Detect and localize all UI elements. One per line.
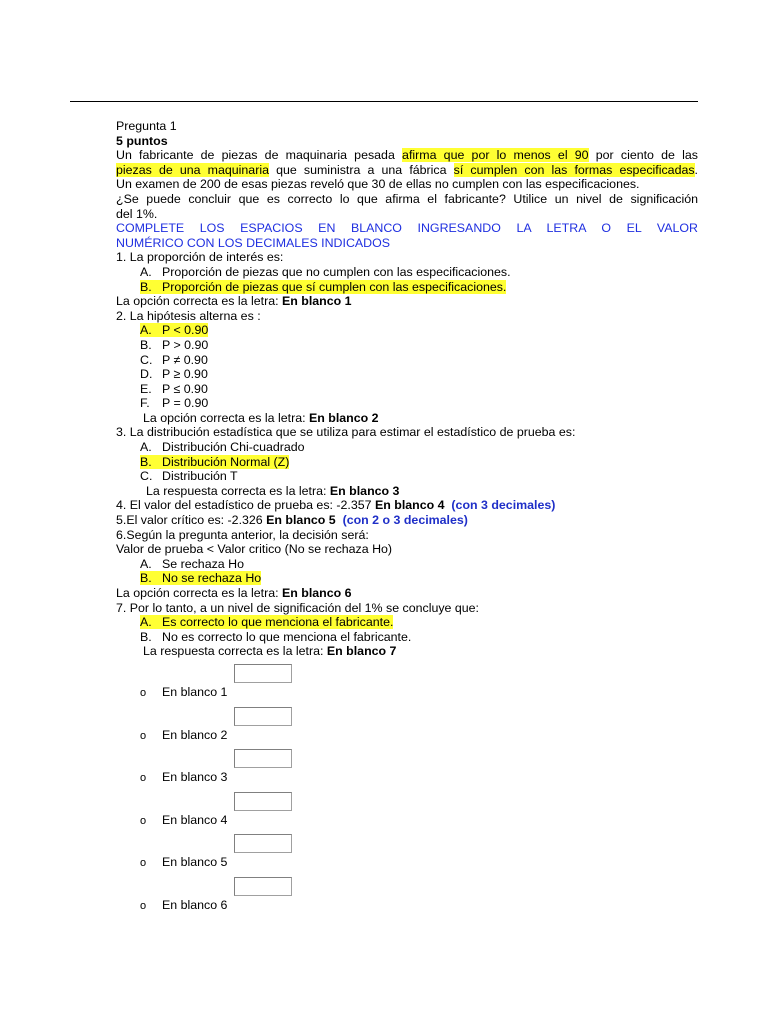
stem-line-5: del 1%. bbox=[116, 206, 158, 221]
bullet: o bbox=[140, 899, 147, 912]
item-3-answer: La respuesta correcta es la letra: En blanco 3 bbox=[146, 483, 400, 498]
blank-row-6 bbox=[116, 877, 698, 920]
item-1-option-a: A. Proporción de piezas que no cumplen con las especificaciones. bbox=[140, 264, 511, 279]
blank-4-input[interactable] bbox=[234, 792, 292, 811]
blank-row-4 bbox=[116, 792, 698, 835]
item-6-option-b: B. No se rechaza Ho bbox=[140, 571, 262, 586]
blank-row-2 bbox=[116, 707, 698, 750]
item-2-option-c: C. P ≠ 0.90 bbox=[140, 352, 208, 367]
blank-1-label: En blanco 1 bbox=[162, 684, 228, 699]
instruction-line-1: COMPLETE LOS ESPACIOS EN BLANCO INGRESANDO LA LETRA O EL VALOR bbox=[116, 221, 698, 236]
blank-6-input[interactable] bbox=[234, 877, 292, 896]
blank-2-input[interactable] bbox=[234, 707, 292, 726]
item-2-title: 2. La hipótesis alterna es : bbox=[116, 308, 261, 323]
item-2-option-a: A. P < 0.90 bbox=[140, 323, 209, 338]
item-2-option-b: B. P > 0.90 bbox=[140, 337, 209, 352]
item-3-option-c: C. Distribución T bbox=[140, 469, 238, 484]
blank-3-input[interactable] bbox=[234, 749, 292, 768]
quiz-document bbox=[116, 119, 698, 920]
item-7-option-a: A. Es correcto lo que menciona el fabricante. bbox=[140, 615, 394, 630]
stem-line-1: Un fabricante de piezas de maquinaria pesada afirma que por lo menos el 90 por ciento de las bbox=[116, 148, 698, 163]
item-2-option-d: D. P ≥ 0.90 bbox=[140, 367, 208, 382]
bullet: o bbox=[140, 857, 147, 870]
item-4: 4. El valor del estadístico de prueba es: -2.357 En blanco 4 (con 3 decimales) bbox=[116, 498, 556, 513]
bullet: o bbox=[140, 686, 147, 699]
item-2-answer: La opción correcta es la letra: En blanco 2 bbox=[143, 410, 379, 425]
item-1-title: 1. La proporción de interés es: bbox=[116, 250, 284, 265]
blank-6-label: En blanco 6 bbox=[162, 897, 228, 912]
bullet: o bbox=[140, 729, 147, 742]
item-2-option-f: F. P = 0.90 bbox=[140, 396, 209, 411]
item-3-option-a: A. Distribución Chi-cuadrado bbox=[140, 440, 305, 455]
item-6-option-a: A. Se rechaza Ho bbox=[140, 556, 244, 571]
item-6-title: 6.Según la pregunta anterior, la decisión será: bbox=[116, 527, 369, 542]
blank-4-label: En blanco 4 bbox=[162, 812, 228, 827]
answer-blanks bbox=[116, 664, 698, 920]
item-5: 5.El valor crítico es: -2.326 En blanco 5 (con 2 o 3 decimales) bbox=[116, 513, 468, 528]
blank-1-input[interactable] bbox=[234, 664, 292, 683]
item-2-option-e: E. P ≤ 0.90 bbox=[140, 381, 208, 396]
item-7-title: 7. Por lo tanto, a un nivel de significación del 1% se concluye que: bbox=[116, 600, 479, 615]
instruction-line-2: NUMÉRICO CON LOS DECIMALES INDICADOS bbox=[116, 235, 391, 250]
item-6-answer: La opción correcta es la letra: En blanco 6 bbox=[116, 586, 352, 600]
stem-line-3: Un examen de 200 de esas piezas reveló que 30 de ellas no cumplen con las especificaciones. bbox=[116, 177, 640, 192]
blank-row-1 bbox=[116, 664, 698, 707]
blank-5-label: En blanco 5 bbox=[162, 855, 228, 870]
item-1-answer: La opción correcta es la letra: En blanco 1 bbox=[116, 294, 352, 309]
bullet: o bbox=[140, 814, 147, 827]
item-1-option-b: B. Proporción de piezas que sí cumplen con las especificaciones. bbox=[140, 279, 507, 294]
stem-line-2: piezas de una maquinaria que suministra a una fábrica sí cumplen con las formas especificadas. bbox=[116, 162, 698, 177]
item-6-subtitle: Valor de prueba < Valor critico (No se rechaza Ho) bbox=[116, 542, 393, 557]
item-3-title: 3. La distribución estadística que se utiliza para estimar el estadístico de prueba es: bbox=[116, 425, 576, 440]
stem-line-4: ¿Se puede concluir que es correcto lo que afirma el fabricante? Utilice un nivel de significación bbox=[116, 191, 698, 206]
blank-3-label: En blanco 3 bbox=[162, 770, 228, 785]
question-points: 5 puntos bbox=[116, 133, 168, 148]
blank-row-3 bbox=[116, 749, 698, 792]
horizontal-rule bbox=[70, 101, 698, 102]
bullet: o bbox=[140, 772, 147, 785]
item-7-answer: La respuesta correcta es la letra: En blanco 7 bbox=[143, 644, 397, 659]
question-label: Pregunta 1 bbox=[116, 119, 177, 133]
item-3-option-b: B. Distribución Normal (Z) bbox=[140, 454, 290, 469]
blank-5-input[interactable] bbox=[234, 834, 292, 853]
blank-row-5 bbox=[116, 834, 698, 877]
item-7-option-b: B. No es correcto lo que menciona el fabricante. bbox=[140, 629, 412, 644]
blank-2-label: En blanco 2 bbox=[162, 727, 228, 742]
